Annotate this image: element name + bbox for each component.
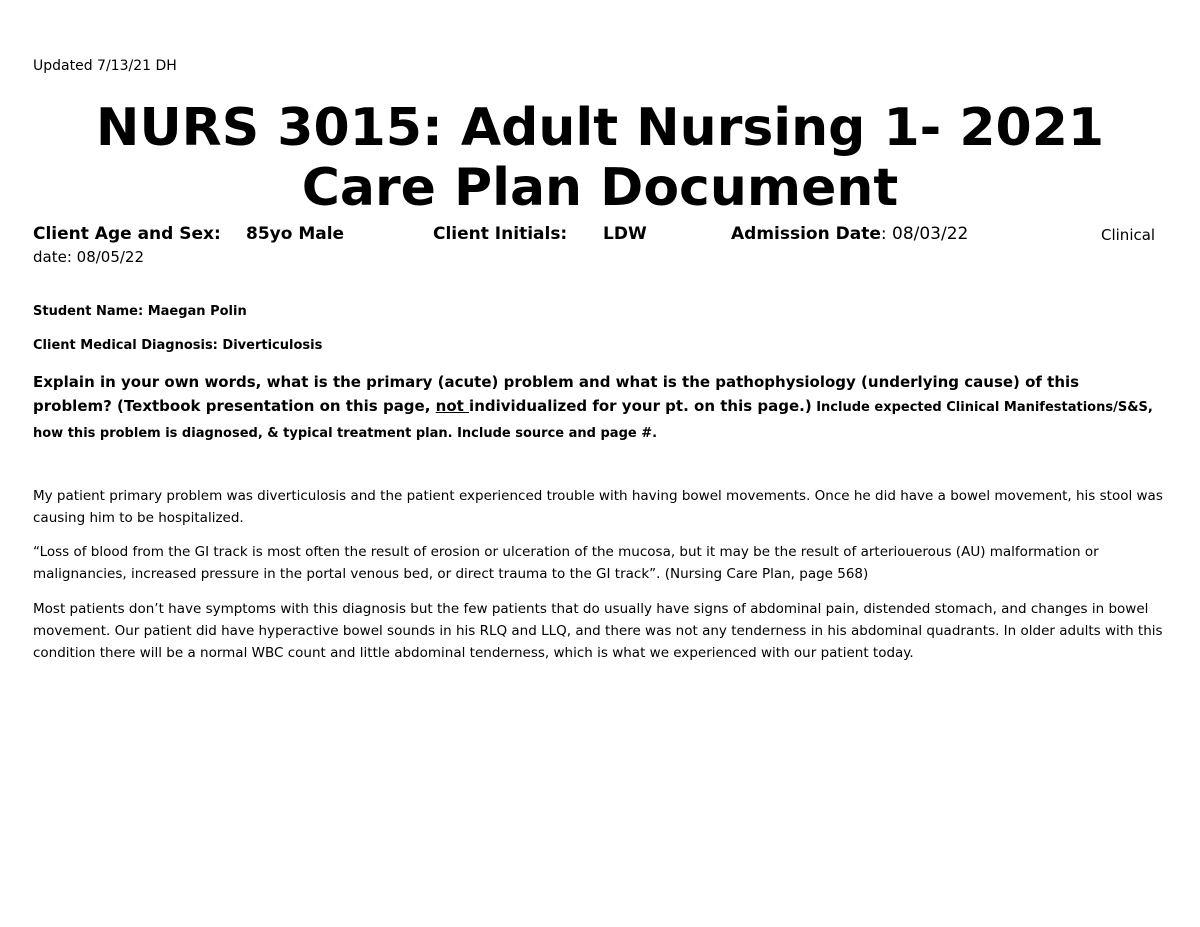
client-info-row — [33, 224, 1158, 246]
title-line-1: NURS 3015: Adult Nursing 1- 2021 — [95, 98, 1105, 158]
updated-note: Updated 7/13/21 DH — [33, 58, 177, 74]
student-name: Student Name: Maegan Polin — [33, 304, 247, 319]
answer-paragraph-1: My patient primary problem was diverticulosis and the patient experienced trouble with having bowel movements. Once he did have a bowel movement, his stool was causing him to be hospitalized. — [33, 488, 1163, 526]
answer-paragraph-3: Most patients don’t have symptoms with this diagnosis but the few patients that do usually have signs of abdominal pain, distended stomach, and changes in bowel movement. Our patient did have hyperactive bowel sounds in his RLQ and LLQ, and there was not any tenderness in his abdominal quadrants. In older adults with this condition there will be a normal WBC count and little abdominal tenderness, which is what we experienced with our patient today. — [33, 601, 1163, 661]
answer-paragraph-2: “Loss of blood from the GI track is most often the result of erosion or ulceration of the mucosa, but it may be the result of arteriouerous (AU) malformation or malignancies, increased pressure in the portal venous bed, or direct trauma to the GI track”. (Nursing Care Plan, page 568) — [33, 544, 1099, 582]
client-initials-value: LDW — [603, 224, 647, 244]
document-title — [0, 98, 1200, 218]
admission-date — [731, 224, 968, 244]
assignment-prompt — [33, 370, 1163, 446]
prompt-instructions: Include expected Clinical Manifestations/S&S, how this problem is diagnosed, & typical treatment plan. Include source and page #. — [33, 400, 1153, 441]
medical-diagnosis: Client Medical Diagnosis: Diverticulosis — [33, 338, 323, 353]
prompt-part-2: individualized for your pt. on this page.) — [469, 397, 812, 415]
client-initials-label: Client Initials: — [433, 224, 568, 244]
prompt-underlined: not — [435, 397, 470, 415]
client-age-sex-value: 85yo Male — [246, 224, 345, 244]
clinical-label: Clinical — [1101, 226, 1156, 244]
admission-date-label: Admission Date — [731, 224, 881, 244]
admission-date-value: : 08/03/22 — [880, 224, 969, 244]
client-age-sex-label: Client Age and Sex: — [33, 224, 221, 244]
clinical-date: date: 08/05/22 — [33, 248, 145, 266]
title-line-2: Care Plan Document — [301, 158, 899, 218]
prompt-part-1: Explain in your own words, what is the primary (acute) problem and what is the pathophysiology (underlying cause) of this problem? (Textbook presentation on this page, — [33, 373, 1080, 415]
